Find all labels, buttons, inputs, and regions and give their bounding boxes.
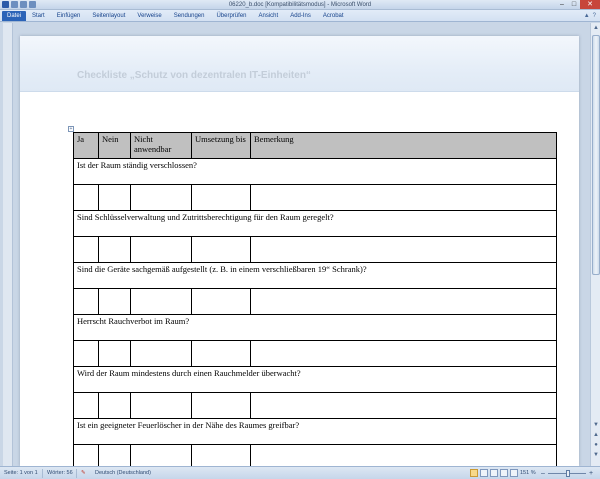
scroll-down-icon[interactable]: ▼ (593, 422, 599, 428)
maximize-button[interactable]: □ (571, 1, 577, 8)
answer-cell[interactable] (251, 289, 557, 315)
question-row (74, 419, 557, 445)
answer-cell[interactable] (251, 185, 557, 211)
vertical-ruler (3, 23, 13, 466)
question-cell[interactable]: Ist der Raum ständig verschlossen? (74, 159, 557, 185)
answer-cell[interactable] (74, 341, 99, 367)
document-page[interactable] (20, 36, 579, 466)
answer-cell[interactable] (251, 237, 557, 263)
print-layout-icon[interactable] (470, 469, 478, 477)
question-row (74, 159, 557, 185)
tab-einfuegen[interactable]: Einfügen (56, 13, 81, 19)
status-bar (0, 466, 600, 479)
scroll-thumb[interactable] (592, 35, 600, 275)
header-area (20, 36, 579, 92)
answer-cell[interactable] (192, 185, 251, 211)
proofing-icon[interactable]: ✎ (81, 470, 86, 476)
answer-row (74, 445, 557, 467)
question-cell[interactable]: Herrscht Rauchverbot im Raum? (74, 315, 557, 341)
web-layout-icon[interactable] (490, 469, 498, 477)
table-header-row (74, 133, 557, 159)
answer-cell[interactable] (99, 393, 131, 419)
outline-icon[interactable] (500, 469, 508, 477)
answer-cell[interactable] (192, 445, 251, 467)
answer-cell[interactable] (192, 393, 251, 419)
page-count-status[interactable]: Seite: 1 von 1 (4, 470, 38, 476)
column-header-bemerkung[interactable]: Bemerkung (251, 133, 557, 159)
question-cell[interactable]: Sind Schlüsselverwaltung und Zutrittsberechtigung für den Raum geregelt? (74, 211, 557, 237)
question-row (74, 367, 557, 393)
answer-cell[interactable] (99, 341, 131, 367)
document-header: Checkliste „Schutz von dezentralen IT-Einheiten“ (77, 70, 311, 81)
zoom-in-button[interactable]: + (589, 470, 594, 477)
view-buttons (470, 469, 518, 477)
question-cell[interactable]: Ist ein geeigneter Feuerlöscher in der Nähe des Raumes greifbar? (74, 419, 557, 445)
answer-cell[interactable] (131, 393, 192, 419)
answer-row (74, 185, 557, 211)
previous-page-icon[interactable]: ▲ (593, 432, 599, 438)
scroll-up-icon[interactable]: ▲ (593, 25, 599, 31)
question-row (74, 263, 557, 289)
answer-cell[interactable] (74, 393, 99, 419)
question-row (74, 211, 557, 237)
checklist-table (73, 132, 557, 466)
minimize-button[interactable]: – (560, 1, 564, 8)
tab-seitenlayout[interactable]: Seitenlayout (92, 13, 126, 19)
word-count-status[interactable]: Wörter: 56 (47, 470, 73, 476)
tab-acrobat[interactable]: Acrobat (322, 13, 344, 19)
answer-cell[interactable] (192, 237, 251, 263)
status-divider (76, 469, 77, 478)
tab-start[interactable]: Start (32, 13, 45, 19)
full-screen-reading-icon[interactable] (480, 469, 488, 477)
answer-cell[interactable] (74, 185, 99, 211)
tab-add-ins[interactable]: Add-Ins (290, 13, 311, 19)
answer-cell[interactable] (251, 393, 557, 419)
answer-cell[interactable] (99, 445, 131, 467)
tab-datei[interactable]: Datei (2, 11, 26, 21)
browse-object-icon[interactable]: ● (594, 442, 598, 448)
answer-cell[interactable] (192, 289, 251, 315)
ribbon-tab-bar (0, 10, 600, 22)
question-cell[interactable]: Sind die Geräte sachgemäß aufgestellt (z. B. in einem verschließbaren 19“ Schrank)? (74, 263, 557, 289)
ribbon-collapse-icon[interactable]: ▲ (583, 13, 590, 19)
column-header-nicht-anwendbar[interactable]: Nicht anwendbar (131, 133, 192, 159)
column-header-umsetzung-bis[interactable]: Umsetzung bis (192, 133, 251, 159)
answer-cell[interactable] (251, 445, 557, 467)
answer-cell[interactable] (251, 341, 557, 367)
language-status[interactable]: Deutsch (Deutschland) (95, 470, 151, 476)
answer-cell[interactable] (131, 445, 192, 467)
answer-cell[interactable] (131, 185, 192, 211)
question-cell[interactable]: Wird der Raum mindestens durch einen Rauchmelder überwacht? (74, 367, 557, 393)
answer-cell[interactable] (74, 237, 99, 263)
answer-cell[interactable] (131, 289, 192, 315)
answer-cell[interactable] (74, 445, 99, 467)
tab-ueberpruefen[interactable]: Überprüfen (216, 13, 247, 19)
draft-icon[interactable] (510, 469, 518, 477)
answer-cell[interactable] (99, 185, 131, 211)
zoom-level[interactable]: 151 % (520, 470, 536, 476)
close-button[interactable]: ✕ (580, 0, 600, 9)
help-icon[interactable]: ? (592, 13, 596, 19)
answer-row (74, 393, 557, 419)
title-bar (0, 0, 600, 10)
zoom-slider-thumb[interactable] (566, 470, 570, 477)
answer-cell[interactable] (99, 237, 131, 263)
window-controls (556, 0, 600, 9)
answer-cell[interactable] (131, 341, 192, 367)
tab-verweise[interactable]: Verweise (137, 13, 162, 19)
tab-ansicht[interactable]: Ansicht (258, 13, 279, 19)
answer-cell[interactable] (131, 237, 192, 263)
question-row (74, 315, 557, 341)
vertical-scrollbar[interactable] (590, 23, 600, 466)
next-page-icon[interactable]: ▼ (593, 452, 599, 458)
answer-row (74, 237, 557, 263)
answer-cell[interactable] (99, 289, 131, 315)
answer-row (74, 341, 557, 367)
window-title: 06220_b.doc [Kompatibilitätsmodus] - Microsoft Word (228, 2, 372, 8)
answer-cell[interactable] (192, 341, 251, 367)
table-move-handle-icon[interactable]: + (69, 126, 73, 132)
column-header-nein[interactable]: Nein (99, 133, 131, 159)
column-header-ja[interactable]: Ja (74, 133, 99, 159)
answer-cell[interactable] (74, 289, 99, 315)
status-divider (42, 469, 43, 478)
tab-sendungen[interactable]: Sendungen (173, 13, 205, 19)
answer-row (74, 289, 557, 315)
zoom-out-button[interactable]: – (541, 470, 545, 477)
